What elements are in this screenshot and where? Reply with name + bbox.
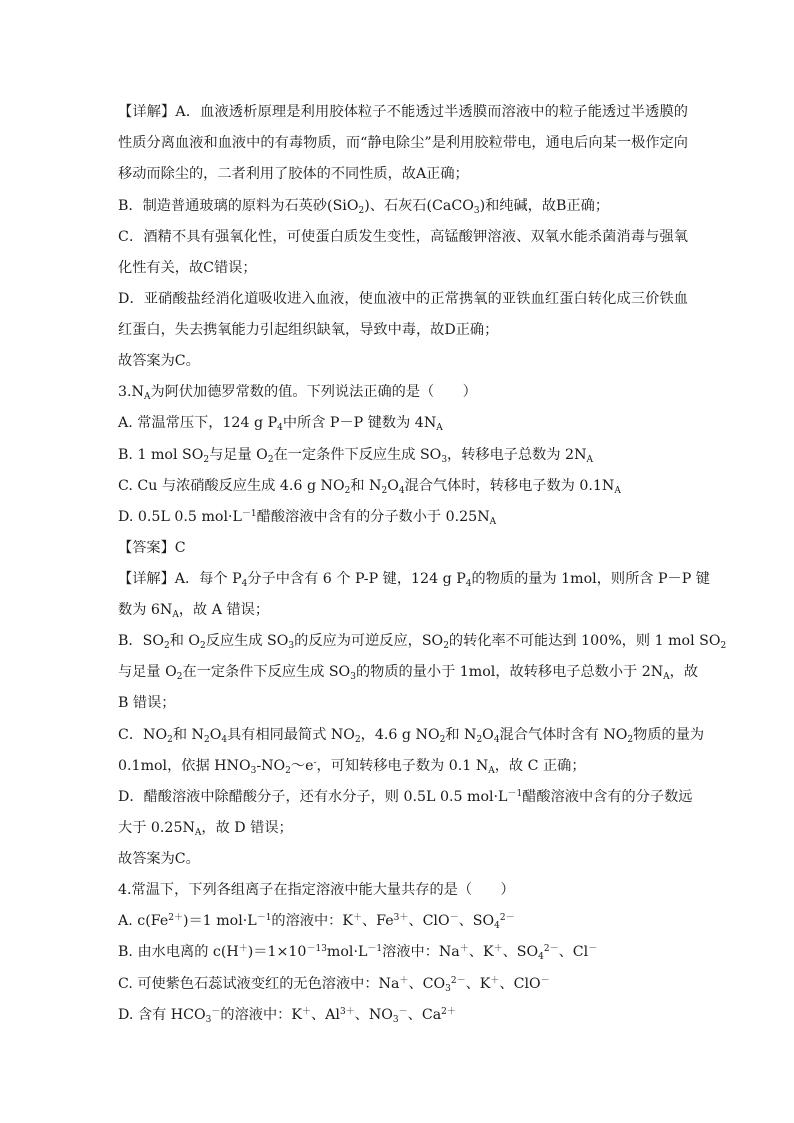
- q3-option-b: B. 1 mol $SO_2$与足量 $O_2$在一定条件下反应生成 $SO_3$，转移电子总数为 $2N_A$: [118, 447, 593, 465]
- q2-explanation-d-line2: 红蛋白，失去携氧能力引起组织缺氧，导致中毒，故D正确；: [118, 322, 499, 338]
- q3-explanation-a-line1: 【详解】A．每个 $P_4$分子中含有 6 个 P-P 键，124 g $P_4$的物质的量为 1mol，则所含 P－P 键: [118, 571, 710, 589]
- q4-option-b: B. 由水电离的 $c(H^+)=1\times 10^{-13}mol\cdot L^{-1}$溶液中：Na＋、K＋、$SO_4^{2-}$、Cl－: [118, 944, 598, 962]
- q3-explanation-b-line3: B 错误；: [118, 695, 176, 711]
- q2-explanation-c-line2: 化性有关，故C错误；: [118, 260, 257, 276]
- q3-explanation-b-line1: B．$SO_2$和 $O_2$反应生成 $SO_3$的反应为可逆反应，$SO_2$的转化率不可能达到 100%，则 1 mol $SO_2$: [118, 633, 727, 651]
- q3-explanation-c-line2: 0.1mol，依据 $HNO_3-NO_2\sim e^-$，可知转移电子数为 0.1 $N_A$，故 C 正确；: [118, 758, 586, 776]
- q4-stem: 4.常温下，下列各组离子在指定溶液中能大量共存的是（ ）: [118, 882, 515, 898]
- q3-explanation-b-line2: 与足量 $O_2$在一定条件下反应生成 $SO_3$的物质的量小于 1mol，故转移电子总数小于 $2N_A$，故: [118, 664, 699, 682]
- q4-option-c: C. 可使紫色石蕊试液变红的无色溶液中：Na＋、$CO_3^{2-}$、K＋、ClO－: [118, 976, 550, 994]
- q2-explanation-a-line3: 移动而除尘的，二者利用了胶体的不同性质，故A正确；: [118, 166, 469, 182]
- q3-option-a: A. 常温常压下，124 g $P_4$中所含 P－P 键数为 $4N_A$: [118, 415, 443, 433]
- q4-option-d: D. 含有 $HCO_3^-$的溶液中：K＋、$Al^{3+}$、$NO_3^-$、$Ca^{2+}$: [118, 1007, 456, 1025]
- q2-explanation-b: B．制造普通玻璃的原料为石英砂(SiO$_2$)、石灰石(CaCO$_3$)和纯碱，故B正确；: [118, 198, 610, 216]
- q3-option-d: D. 0.5L 0.5 $mol\cdot L^{-1}$醋酸溶液中含有的分子数小于 $0.25N_A$: [118, 509, 497, 527]
- q3-conclusion: 故答案为C。: [118, 851, 200, 867]
- q3-explanation-d-line1: D．醋酸溶液中除醋酸分子，还有水分子，则 0.5L 0.5 $mol\cdot L^{-1}$醋酸溶液中含有的分子数远: [118, 789, 693, 805]
- q3-option-c: C. Cu 与浓硝酸反应生成 4.6 g $NO_2$和 $N_2O_4$混合气体时，转移电子数为 $0.1N_A$: [118, 478, 621, 496]
- q3-explanation-a-line2: 数为 $6N_A$，故 A 错误；: [118, 602, 270, 620]
- q2-explanation-a-line1: 【详解】A．血液透析原理是利用胶体粒子不能透过半透膜而溶液中的粒子能透过半透膜的: [118, 104, 688, 120]
- q3-explanation-d-line2: 大于 $0.25N_A$，故 D 错误；: [118, 820, 293, 838]
- q2-conclusion: 故答案为C。: [118, 353, 200, 369]
- q2-explanation-d-line1: D．亚硝酸盐经消化道吸收进入血液，使血液中的正常携氧的亚铁血红蛋白转化成三价铁血: [118, 291, 688, 307]
- q3-answer: 【答案】C: [118, 540, 186, 556]
- q3-stem: $3.N_A$为阿伏加德罗常数的值。下列说法正确的是（ ）: [118, 384, 477, 402]
- q2-explanation-a-line2: 性质分离血液和血液中的有毒物质，而“静电除尘”是利用胶粒带电，通电后向某一极作定向: [118, 135, 688, 151]
- q3-explanation-c-line1: C．$NO_2$和 $N_2O_4$具有相同最简式 $NO_2$，4.6 g $NO_2$和 $N_2O_4$混合气体时含有 $NO_2$物质的量为: [118, 727, 705, 745]
- q4-option-a: A. $c(Fe^{2+})=1$ $mol\cdot L^{-1}$的溶液中：K＋、$Fe^{3+}$、ClO－、$SO_4^{2-}$: [118, 913, 515, 931]
- q2-explanation-c-line1: C．酒精不具有强氧化性，可使蛋白质发生变性，高锰酸钾溶液、双氧水能杀菌消毒与强氧: [118, 229, 688, 245]
